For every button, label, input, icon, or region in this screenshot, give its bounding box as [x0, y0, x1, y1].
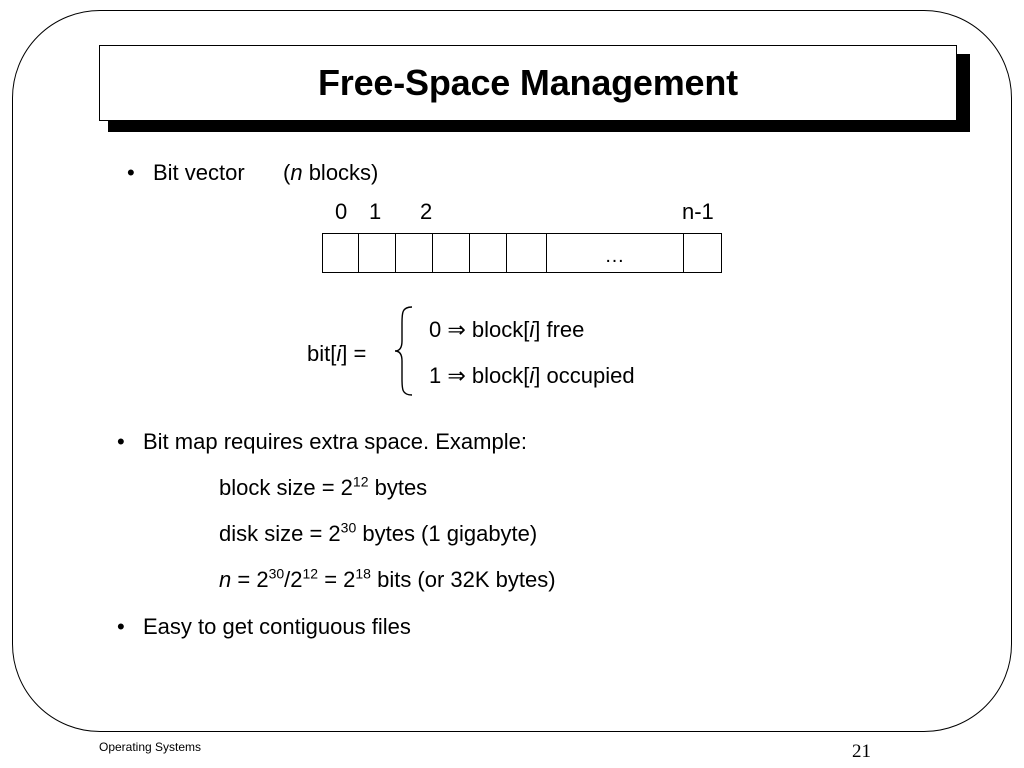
bit-vector-diagram — [322, 233, 722, 273]
disk-size-line — [219, 521, 537, 547]
page-number: 21 — [852, 741, 871, 762]
block-size-pre: block size = 2 — [219, 475, 353, 500]
bracket-equals: ] = — [341, 341, 367, 366]
bit-cell — [323, 234, 359, 272]
n-variable: n — [219, 567, 232, 592]
index-label: 1 — [369, 199, 382, 224]
index-label: 2 — [420, 199, 433, 224]
block-size-exponent: 12 — [352, 473, 369, 490]
bit-text: bit[ — [307, 341, 337, 366]
n-calc-part: bits (or 32K bytes) — [370, 567, 556, 592]
bullet-contiguous: • — [117, 614, 125, 639]
i-variable: i — [529, 363, 535, 388]
bullet-bit-map: • — [117, 429, 125, 454]
n-calc-exponent: 12 — [302, 565, 319, 582]
disk-size-exponent: 30 — [340, 519, 357, 536]
block-size-post: bytes — [368, 475, 428, 500]
block-size-line — [219, 475, 427, 501]
paren-open: ( — [283, 160, 291, 185]
n-calc-exponent: 18 — [355, 565, 371, 582]
case-occupied-post: ] occupied — [534, 363, 635, 388]
slide-title: Free-Space Management — [318, 62, 738, 103]
disk-size-pre: disk size = 2 — [219, 521, 341, 546]
case-occupied-pre: 1 ⇒ block[ — [429, 363, 530, 388]
case-free-post: ] free — [534, 317, 585, 342]
disk-size-post: bytes (1 gigabyte) — [356, 521, 538, 546]
i-variable: i — [529, 317, 535, 342]
bit-vector-label: Bit vector — [153, 160, 245, 185]
n-calc-line — [219, 567, 556, 593]
bullet-bit-vector: • — [127, 160, 135, 185]
title-box — [99, 45, 957, 121]
bit-cell — [684, 234, 721, 272]
n-calc-exponent: 30 — [268, 565, 285, 582]
bit-cell — [359, 234, 396, 272]
blocks-text: blocks) — [302, 160, 379, 185]
bit-cell — [396, 234, 433, 272]
index-label: n-1 — [682, 199, 714, 224]
contiguous-text: Easy to get contiguous files — [143, 614, 411, 639]
case-occupied — [429, 363, 635, 389]
bit-map-text: Bit map requires extra space. Example: — [143, 429, 527, 454]
curly-brace-icon — [392, 305, 416, 397]
bit-cell — [433, 234, 470, 272]
n-calc-part: /2 — [284, 567, 303, 592]
index-label: 0 — [335, 199, 348, 224]
n-calc-part: = 2 — [231, 567, 269, 592]
case-free-pre: 0 ⇒ block[ — [429, 317, 530, 342]
bit-cell — [470, 234, 507, 272]
bit-i-lhs — [307, 341, 366, 367]
bit-cell-ellipsis: … — [547, 234, 684, 272]
n-calc-part: = 2 — [318, 567, 356, 592]
bit-vector-blocks-note — [283, 160, 378, 186]
i-variable: i — [336, 341, 342, 366]
bit-cell — [507, 234, 547, 272]
case-free — [429, 317, 584, 343]
footer-course: Operating Systems — [99, 740, 202, 754]
n-variable: n — [290, 160, 303, 185]
